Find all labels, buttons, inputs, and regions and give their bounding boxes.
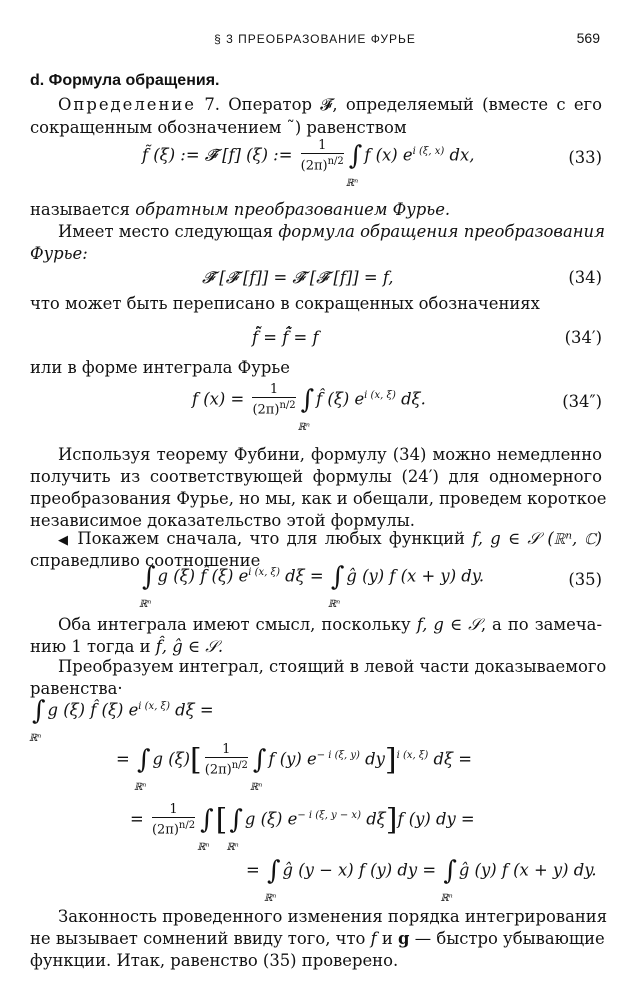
integral-domain: ℝⁿ	[29, 733, 42, 744]
calc-2-fraction	[152, 802, 195, 838]
paragraph-1-line-2: получить из соответствующей формулы (24′) для одномерного	[30, 467, 602, 486]
calc-1-equals: =	[116, 749, 135, 769]
eq34pp-exponent: i (x, ξ)	[364, 390, 396, 402]
calculation-line-2	[30, 802, 602, 854]
paragraph-2-line-2	[30, 636, 602, 658]
eq33-fraction	[301, 138, 344, 174]
called-term: обратным преобразованием Фурье.	[135, 200, 451, 219]
calc-2-tail: f (y) dy =	[397, 809, 475, 829]
calc-1-inner: f (y) e	[268, 749, 317, 769]
paragraph-3-line-1: Преобразуем интеграл, стоящий в левой части доказываемого	[58, 657, 607, 676]
calculation-line-0	[29, 696, 602, 744]
eq33-tail: dx,	[444, 145, 475, 165]
integral-sign: ∫ ℝⁿ	[229, 805, 243, 835]
integral-sign: ∫ ℝⁿ	[137, 745, 151, 775]
definition-line-2: сокращенным обозначением ˜) равенством	[30, 118, 407, 137]
calc-0-tail: dξ =	[169, 700, 214, 720]
paragraph-2-tail: , а по замеча-	[480, 615, 602, 634]
integral-sign: ∫ ℝⁿ	[331, 562, 345, 592]
equation-35-body	[139, 562, 485, 610]
definition-word: Определение	[58, 95, 197, 114]
equation-34-double-prime	[30, 382, 602, 434]
eq34pp-frac-den	[252, 398, 295, 418]
integral-sign: ∫ ℝⁿ	[142, 562, 156, 592]
eq34pp-den-exp: n/2	[279, 400, 296, 411]
equation-35-number: (35)	[568, 570, 602, 589]
paragraph-2-line-1	[30, 614, 602, 636]
calc-0-exponent: i (x, ξ)	[138, 701, 170, 713]
eq34pp-lhs: f (x) =	[192, 389, 250, 409]
eq34pp-den-base: (2π)	[252, 402, 280, 418]
final-line-2	[30, 928, 605, 950]
calc-1-exp-post: i (x, ξ)	[396, 750, 429, 762]
calculation-line-3-body	[246, 856, 597, 904]
inversion-term: формула обращения преобразования	[278, 222, 605, 241]
called-prefix: называется	[30, 200, 136, 219]
eq35-right: ĝ (y) f (x + y) dy.	[346, 566, 485, 586]
calc-1-g: g (ξ)	[152, 749, 191, 769]
equation-34-prime	[30, 322, 602, 362]
integral-domain: ℝⁿ	[327, 599, 341, 610]
proof-line-2: справедливо соотношение	[30, 551, 261, 570]
integral-domain: ℝⁿ	[226, 842, 239, 854]
calc-1-den-exp: n/2	[231, 760, 248, 771]
proof-line-1-text: Покажем сначала, что для любых функций	[70, 529, 473, 548]
running-head: § 3 ПРЕОБРАЗОВАНИЕ ФУРЬЕ	[214, 32, 416, 46]
calculation-line-1	[30, 742, 602, 794]
final-line-2-tail: — быстро убывающие	[409, 929, 605, 948]
eq33-den-exp: n/2	[327, 156, 344, 167]
paragraph-2-line-2-text: нию 1 тогда и	[30, 637, 156, 656]
equation-34-body: 𝓕̃ [𝓕̂ [f]] = 𝓕̂ [𝓕̃ [f]] = f,	[202, 268, 394, 287]
equation-35	[30, 562, 602, 610]
eq33-exponent: i (ξ, x)	[412, 146, 445, 158]
eq33-lhs: f̃ (ξ) := 𝓕̃ [f] (ξ) :=	[142, 145, 298, 165]
calc-2-inner: g (ξ) e	[244, 809, 298, 829]
eq34pp-frac-num: 1	[252, 382, 295, 398]
integral-sign: ∫ ℝⁿ	[301, 385, 315, 415]
left-bracket: [	[215, 802, 228, 838]
integral-sign: ∫ ℝⁿ	[443, 856, 457, 886]
eq35-equals: dξ =	[279, 566, 329, 586]
integral-sign: ∫ ℝⁿ	[267, 856, 281, 886]
calc-1-fraction	[205, 742, 248, 778]
eq34pp-tail: dξ.	[395, 389, 426, 409]
final-line-2-f: f	[370, 929, 377, 948]
paragraph-1-line-4: независимое доказательство этой формулы.	[30, 511, 415, 530]
inversion-line-1	[30, 221, 605, 243]
paragraph-2-text: Оба интеграла имеют смысл, поскольку	[58, 615, 417, 634]
calculation-line-2-body	[130, 802, 475, 854]
integral-sign: ∫ ℝⁿ	[32, 696, 46, 726]
equation-33-body	[142, 138, 475, 190]
integral-sign: ∫ ℝⁿ	[200, 805, 214, 835]
integral-domain: ℝⁿ	[345, 178, 359, 190]
inversion-prefix: Имеет место следующая	[58, 222, 279, 241]
eq33-frac-den	[301, 154, 344, 174]
equation-33	[30, 138, 602, 190]
inversion-term-2: Фурье:	[30, 244, 88, 263]
calc-1-inner-exp: − i (ξ, y)	[316, 750, 360, 762]
integral-domain: ℝⁿ	[263, 893, 277, 904]
calc-2-den-base: (2π)	[151, 822, 179, 838]
eq34pp-fraction	[252, 382, 295, 418]
calculation-line-3	[30, 856, 602, 904]
paragraph-3-line-2: равенства·	[30, 679, 123, 698]
calc-2-inner-exp: − i (ξ, y − x)	[297, 810, 361, 822]
integral-domain: ℝⁿ	[139, 599, 152, 610]
equation-34-double-prime-body	[192, 382, 426, 434]
right-bracket: ]	[384, 742, 397, 778]
integral-domain: ℝⁿ	[133, 782, 147, 794]
final-line-3: функции. Итак, равенство (35) проверено.	[30, 951, 399, 970]
calc-3-equals: =	[246, 860, 265, 880]
equation-34-double-prime-number: (34″)	[562, 392, 602, 411]
paragraph-2-math: f, g ∈ 𝒮	[416, 615, 481, 634]
called-line	[30, 199, 602, 221]
right-bracket: ]	[385, 802, 398, 838]
paragraph-1-line-1: Используя теорему Фубини, формулу (34) можно немедленно	[58, 445, 602, 464]
integral-domain: ℝⁿ	[249, 782, 263, 794]
subsection-title: d. Формула обращения.	[30, 72, 220, 89]
integral-sign: ∫ ℝⁿ	[253, 745, 267, 775]
calc-1-frac-den	[205, 758, 248, 778]
equation-33-number: (33)	[568, 148, 602, 167]
proof-line-1	[30, 528, 602, 552]
proof-line-1-math: f, g ∈ 𝒮 (ℝⁿ, ℂ)	[472, 529, 602, 548]
equation-34-prime-number: (34′)	[564, 328, 602, 347]
definition-line-1	[30, 94, 602, 116]
calc-1-frac-num: 1	[205, 742, 248, 758]
paragraph-1-line-3: преобразования Фурье, но мы, как и обещали, проведем короткое	[30, 489, 607, 508]
calc-1-tail: dξ =	[428, 749, 473, 769]
eq33-frac-num: 1	[301, 138, 344, 154]
fourier-integral-line: или в форме интеграла Фурье	[30, 358, 290, 377]
eq35-left-exponent: i (x, ξ)	[248, 567, 280, 579]
equation-34-prime-body: f̂̃ = f̃̂ = f	[252, 328, 319, 347]
calc-2-inner-tail: dξ	[360, 809, 386, 829]
calc-2-equals: =	[130, 809, 149, 829]
final-line-2-text: не вызывает сомнений ввиду того, что	[30, 929, 371, 948]
final-line-1: Законность проведенного изменения порядка интегрирования	[58, 907, 608, 926]
integral-sign: ∫ ℝⁿ	[349, 141, 363, 171]
eq34pp-integrand: f̂ (ξ) e	[316, 389, 365, 409]
left-bracket: [	[190, 742, 202, 778]
page-number: 569	[576, 30, 600, 46]
eq35-left: g (ξ) f̂ (ξ) e	[157, 566, 249, 586]
calc-3-second: ĝ (y) f (x + y) dy.	[458, 860, 597, 880]
paragraph-2-line-2-math: f̂, ĝ ∈ 𝒮.	[155, 637, 224, 656]
page-header	[30, 30, 600, 50]
calculation-line-0-body	[29, 696, 214, 744]
calc-0-integrand: g (ξ) f̂ (ξ) e	[47, 700, 139, 720]
eq33-den-base: (2π)	[300, 158, 328, 174]
calc-2-den-exp: n/2	[178, 820, 196, 831]
calculation-line-1-body	[116, 742, 473, 794]
definition-line-1-rest: 7. Оператор 𝓕̃, определяемый (вместе с его	[204, 95, 603, 114]
integral-domain: ℝⁿ	[297, 422, 310, 434]
calc-3-first: ĝ (y − x) f (y) dy =	[282, 860, 442, 880]
integral-domain: ℝⁿ	[440, 893, 453, 904]
eq33-integrand: f (x) e	[364, 145, 413, 165]
equation-34-number: (34)	[568, 268, 602, 287]
rewrite-line: что может быть переписано в сокращенных обозначениях	[30, 294, 540, 313]
proof-start-icon: ◀	[58, 533, 71, 548]
integral-domain: ℝⁿ	[197, 842, 210, 854]
calc-2-frac-den	[152, 818, 195, 838]
final-line-2-and: и	[376, 929, 399, 948]
final-line-2-g: g	[398, 929, 410, 948]
calc-1-den-base: (2π)	[204, 762, 232, 778]
calc-1-inner-tail: dy	[359, 749, 385, 769]
calc-2-frac-num: 1	[152, 802, 195, 818]
